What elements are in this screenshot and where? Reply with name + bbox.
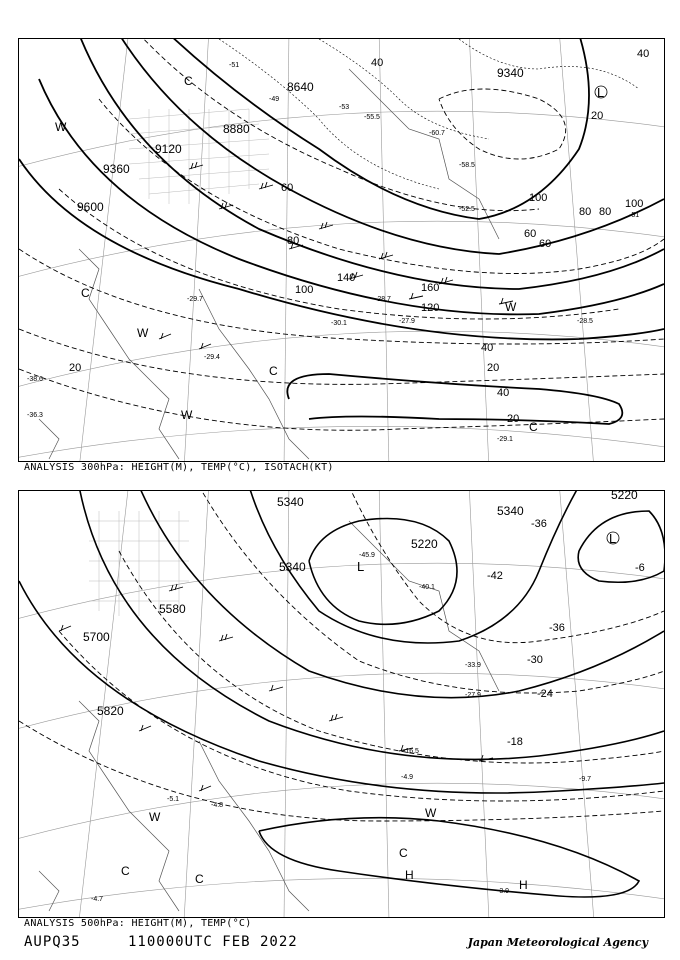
height-label: 8640 xyxy=(287,80,314,94)
caption-300hpa: ANALYSIS 300hPa: HEIGHT(M), TEMP(°C), ISOTACH(KT) xyxy=(24,462,334,473)
isotach-label: 40 xyxy=(481,342,494,354)
isotach-label: 40 xyxy=(497,387,510,399)
isotach-label: 20 xyxy=(591,110,604,122)
temp-label: -55.5 xyxy=(364,114,380,121)
temp-label: -36 xyxy=(531,518,547,530)
cold-marker: C xyxy=(195,872,204,886)
isotach-labels xyxy=(69,48,649,425)
isotach-label: 60 xyxy=(539,238,552,250)
height-label: 5340 xyxy=(279,560,306,574)
isotach-label: 20 xyxy=(69,362,82,374)
temp-label: -29.4 xyxy=(204,354,220,361)
temp-label: -29.1 xyxy=(497,436,513,443)
isotach-label: 60 xyxy=(524,228,537,240)
isotach-label: 100 xyxy=(529,192,548,204)
temp-label: -27.9 xyxy=(465,692,481,699)
height-contours xyxy=(19,39,664,424)
high-marker: H xyxy=(519,878,528,892)
temp-labels xyxy=(487,518,645,748)
temp-label: -33.9 xyxy=(465,662,481,669)
temp-label: -28.5 xyxy=(577,318,593,325)
temp-label: -9.7 xyxy=(579,776,592,783)
valid-time: 110000UTC FEB 2022 xyxy=(128,934,298,950)
temp-contours xyxy=(19,491,664,821)
height-label: 5340 xyxy=(277,495,304,509)
temp-label: -29.7 xyxy=(187,296,203,303)
temp-label: -5.1 xyxy=(167,796,180,803)
cold-marker: C xyxy=(529,420,538,434)
isotach-label: 20 xyxy=(507,413,520,425)
chart-id: AUPQ35 xyxy=(24,934,81,950)
temp-label: -53 xyxy=(339,104,350,111)
isotach-label: 100 xyxy=(295,284,314,296)
temp-label: -52.5 xyxy=(459,206,475,213)
isotach-label: 40 xyxy=(637,48,650,60)
warm-marker: W xyxy=(55,120,67,134)
height-label: 9600 xyxy=(77,200,104,214)
temp-label: -30 xyxy=(527,654,543,666)
temp-label: -28.7 xyxy=(375,296,391,303)
height-label: 9360 xyxy=(103,162,130,176)
temp-label: -4.7 xyxy=(91,896,104,903)
temp-label: -3.9 xyxy=(497,888,510,895)
chart-footer xyxy=(24,934,654,954)
map-500hpa xyxy=(18,490,665,918)
temp-label: -27.9 xyxy=(399,318,415,325)
isotach-label: 80 xyxy=(579,206,592,218)
height-label: 5820 xyxy=(97,704,124,718)
warm-marker: W xyxy=(181,408,193,422)
height-label: 9120 xyxy=(155,142,182,156)
warm-marker: W xyxy=(137,326,149,340)
temp-label: -36.3 xyxy=(27,412,43,419)
temp-label: -51 xyxy=(629,212,640,219)
temp-label: -4.8 xyxy=(211,802,224,809)
isotach-label: 140 xyxy=(337,272,356,284)
height-label: 8880 xyxy=(223,122,250,136)
temp-label: -16.5 xyxy=(403,748,419,755)
low-marker: L xyxy=(357,559,365,574)
warm-marker: W xyxy=(425,806,437,820)
height-contours xyxy=(19,491,664,897)
height-label: 5340 xyxy=(497,504,524,518)
isotach-label: 160 xyxy=(421,282,440,294)
temp-label: -38.6 xyxy=(27,376,43,383)
temp-label: -45.9 xyxy=(359,552,375,559)
cold-marker: C xyxy=(399,846,408,860)
coastline xyxy=(39,69,499,459)
cold-marker: C xyxy=(269,364,278,378)
cold-marker: C xyxy=(184,74,193,88)
temp-label: -30.1 xyxy=(331,320,347,327)
temp-label: -51 xyxy=(229,62,240,69)
height-label: 5580 xyxy=(159,602,186,616)
high-marker: H xyxy=(405,868,414,882)
temp-label: -6 xyxy=(635,562,645,574)
cold-marker: C xyxy=(121,864,130,878)
temp-label: -4.9 xyxy=(401,774,414,781)
isotach-label: 100 xyxy=(625,198,644,210)
height-label: 5700 xyxy=(83,630,110,644)
temp-label: -40.1 xyxy=(419,584,435,591)
height-label: 5220 xyxy=(611,491,638,502)
warm-marker: W xyxy=(505,300,517,314)
height-label: 9340 xyxy=(497,66,524,80)
isotach-label: 80 xyxy=(599,206,612,218)
cold-marker: C xyxy=(81,286,90,300)
isotach-label: 20 xyxy=(487,362,500,374)
isotach-contours xyxy=(19,39,664,430)
warm-marker: W xyxy=(149,810,161,824)
temp-label: -24 xyxy=(537,688,553,700)
temp-label: -36 xyxy=(549,622,565,634)
low-marker: L xyxy=(597,85,605,100)
caption-500hpa: ANALYSIS 500hPa: HEIGHT(M), TEMP(°C) xyxy=(24,918,252,929)
wind-barbs xyxy=(59,584,493,791)
temp-label: -58.5 xyxy=(459,162,475,169)
temp-contours xyxy=(219,39,639,189)
map-500hpa-canvas xyxy=(19,491,664,917)
temp-label: -42 xyxy=(487,570,503,582)
height-label: 5220 xyxy=(411,537,438,551)
isotach-label: 120 xyxy=(421,302,440,314)
low-marker: L xyxy=(609,531,617,546)
map-300hpa-canvas xyxy=(19,39,664,461)
isotach-label: 80 xyxy=(287,235,300,247)
map-300hpa xyxy=(18,38,665,462)
isotach-label: 60 xyxy=(281,182,294,194)
temp-label: -60.7 xyxy=(429,130,445,137)
isotach-label: 40 xyxy=(371,57,384,69)
temp-label: -18 xyxy=(507,736,523,748)
agency-name: Japan Meteorological Agency xyxy=(467,936,648,949)
height-labels xyxy=(83,491,638,718)
temp-label: -49 xyxy=(269,96,280,103)
